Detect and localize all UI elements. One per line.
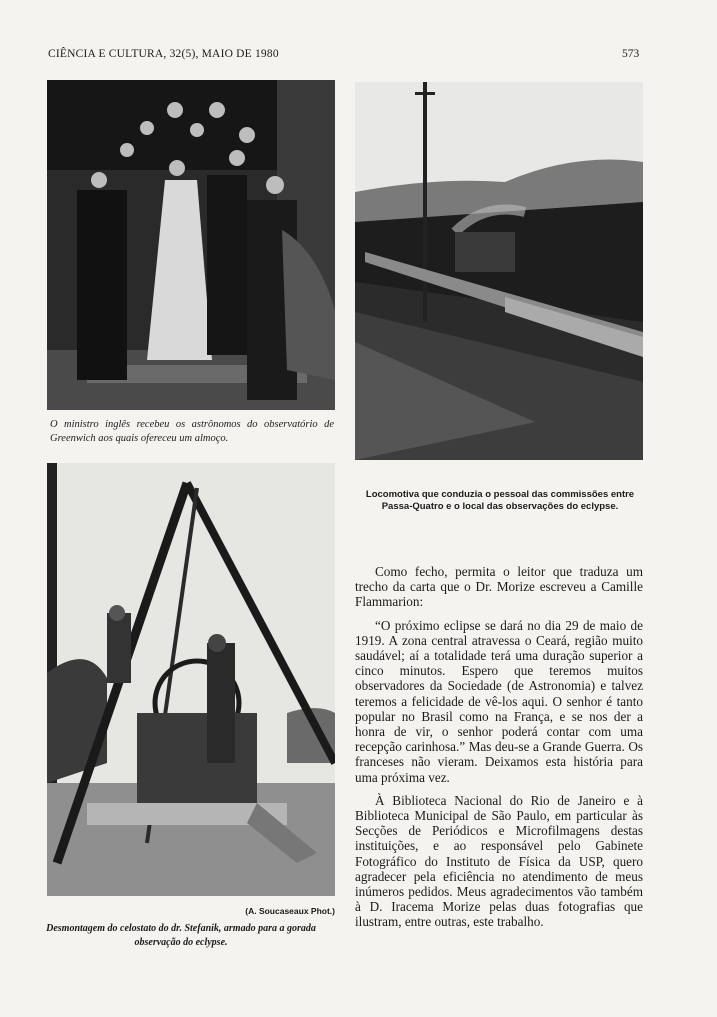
figure-caption-group-portrait: O ministro inglês recebeu os astrônomos do observatório de Greenwich aos quais ofereceu um almoço. <box>50 419 334 444</box>
figure-caption-coelostat: Desmontagem do celostato do dr. Stefanik, armado para a gorada observação do eclypse. <box>46 923 316 948</box>
locomotive-photo <box>355 82 643 460</box>
body-paragraph: “O próximo eclipse se dará no dia 29 de maio de 1919. A zona central atravessa o Ceará, região muito saudável; aí a totalidade terá uma duração superior a cinco minutos. Espero que teremos muitos observadores da Sociedade (de Astronomia) e talvez teremos a felicidade de vê-los aqui. O senhor é tanto popular no Brasil como na França, e se nos der a honra de vir, o senhor poderá contar com uma recepção carinhosa.” Mas deu-se a Grande Guerra. Os franceses não vieram. Deixamos esta história para uma próxima vez. <box>355 617 643 785</box>
coelostat-photo <box>47 463 335 896</box>
body-paragraph: À Biblioteca Nacional do Rio de Janeiro e à Biblioteca Municipal de São Paulo, em particular às Secções de Periódicos e Microfilmagens destas instituições, e ao responsável pelo Gabinete Fotográfico do Instituto de Física da USP, quero agradecer pela eficiência no atendimento de meus inúmeros pedidos. Meus agradecimentos vão também à D. Iracema Morize pelas duas fotografias que ilustram, entre outras, este trabalho. <box>355 792 643 930</box>
photo-credit: (A. Soucaseaux Phot.) <box>245 906 335 916</box>
group-portrait-photo <box>47 80 335 410</box>
body-text-column <box>355 564 643 938</box>
body-paragraph: Como fecho, permita o leitor que traduza um trecho da carta que o Dr. Morize escreveu a Camille Flammarion: <box>355 564 643 610</box>
figure-caption-locomotive: Locomotiva que conduzia o pessoal das commissões entre Passa-Quatro e o local das observações do eclypse. <box>365 489 635 512</box>
running-head: CIÊNCIA E CULTURA, 32(5), MAIO DE 1980 <box>48 48 279 60</box>
page-number: 573 <box>622 48 640 60</box>
